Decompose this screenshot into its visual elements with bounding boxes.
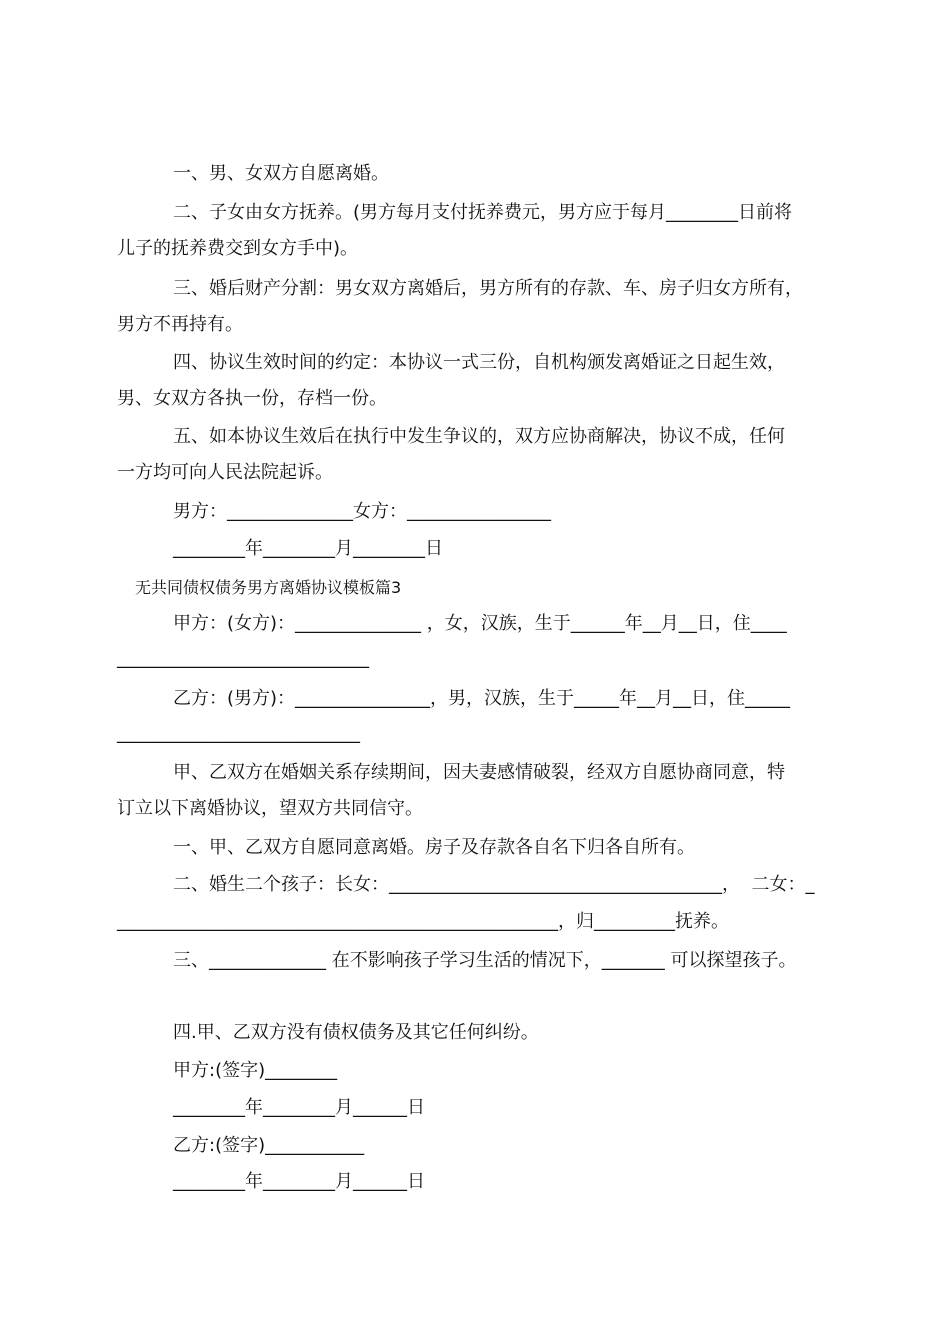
clause-5-line-2: 一方均可向人民法院起诉。 [117, 462, 333, 483]
party-a-date: ________年________月______日 [173, 1097, 425, 1118]
article-2-line-1: 二、婚生二个孩子：长女：_____________________________________， 二女：_ [173, 874, 815, 895]
party-a-signature: 甲方:(签字)________ [173, 1060, 338, 1081]
signature-line: 男方：______________女方：________________ [173, 501, 551, 522]
date-line: ________年________月________日 [173, 538, 443, 559]
party-b-line-2: ___________________________ [117, 723, 360, 744]
clause-5-line-1: 五、如本协议生效后在执行中发生争议的，双方应协商解决，协议不成，任何 [173, 426, 785, 447]
clause-4-line-2: 男、女双方各执一份，存档一份。 [117, 388, 387, 409]
clause-2-line-2: 儿子的抚养费交到女方手中)。 [117, 238, 359, 259]
section-title: 无共同债权债务男方离婚协议模板篇3 [135, 578, 402, 597]
clause-2-line-1: 二、子女由女方抚养。(男方每月支付抚养费元，男方应于每月________日前将 [173, 202, 793, 223]
article-1: 一、甲、乙双方自愿同意离婚。房子及存款各自名下归各自所有。 [173, 837, 695, 858]
clause-3-line-2: 男方不再持有。 [117, 314, 243, 335]
clause-4-line-1: 四、协议生效时间的约定：本协议一式三份，自机构颁发离婚证之日起生效， [173, 352, 785, 373]
article-2-line-2: _________________________________________________，归_________抚养。 [117, 911, 729, 932]
party-b-date: ________年________月______日 [173, 1171, 425, 1192]
party-b-line-1: 乙方：(男方)：_______________，男，汉族，生于_____年__月__日，住_____ [173, 688, 791, 709]
clause-1: 一、男、女双方自愿离婚。 [173, 163, 389, 184]
preamble-line-1: 甲、乙双方在婚姻关系存续期间，因夫妻感情破裂，经双方自愿协商同意，特 [173, 762, 785, 783]
article-4: 四.甲、乙双方没有债权债务及其它任何纠纷。 [173, 1022, 539, 1043]
clause-3-line-1: 三、婚后财产分割：男女双方离婚后，男方所有的存款、车、房子归女方所有， [173, 278, 803, 299]
preamble-line-2: 订立以下离婚协议，望双方共同信守。 [117, 798, 423, 819]
party-a-line-2: ____________________________ [117, 648, 369, 669]
article-3: 三、_____________ 在不影响孩子学习生活的情况下，_______ 可以探望孩子。 [173, 950, 797, 971]
party-a-line-1: 甲方：(女方)：______________ ，女，汉族，生于______年__月__日，住____ [173, 613, 787, 634]
party-b-signature: 乙方:(签字)___________ [173, 1135, 365, 1156]
